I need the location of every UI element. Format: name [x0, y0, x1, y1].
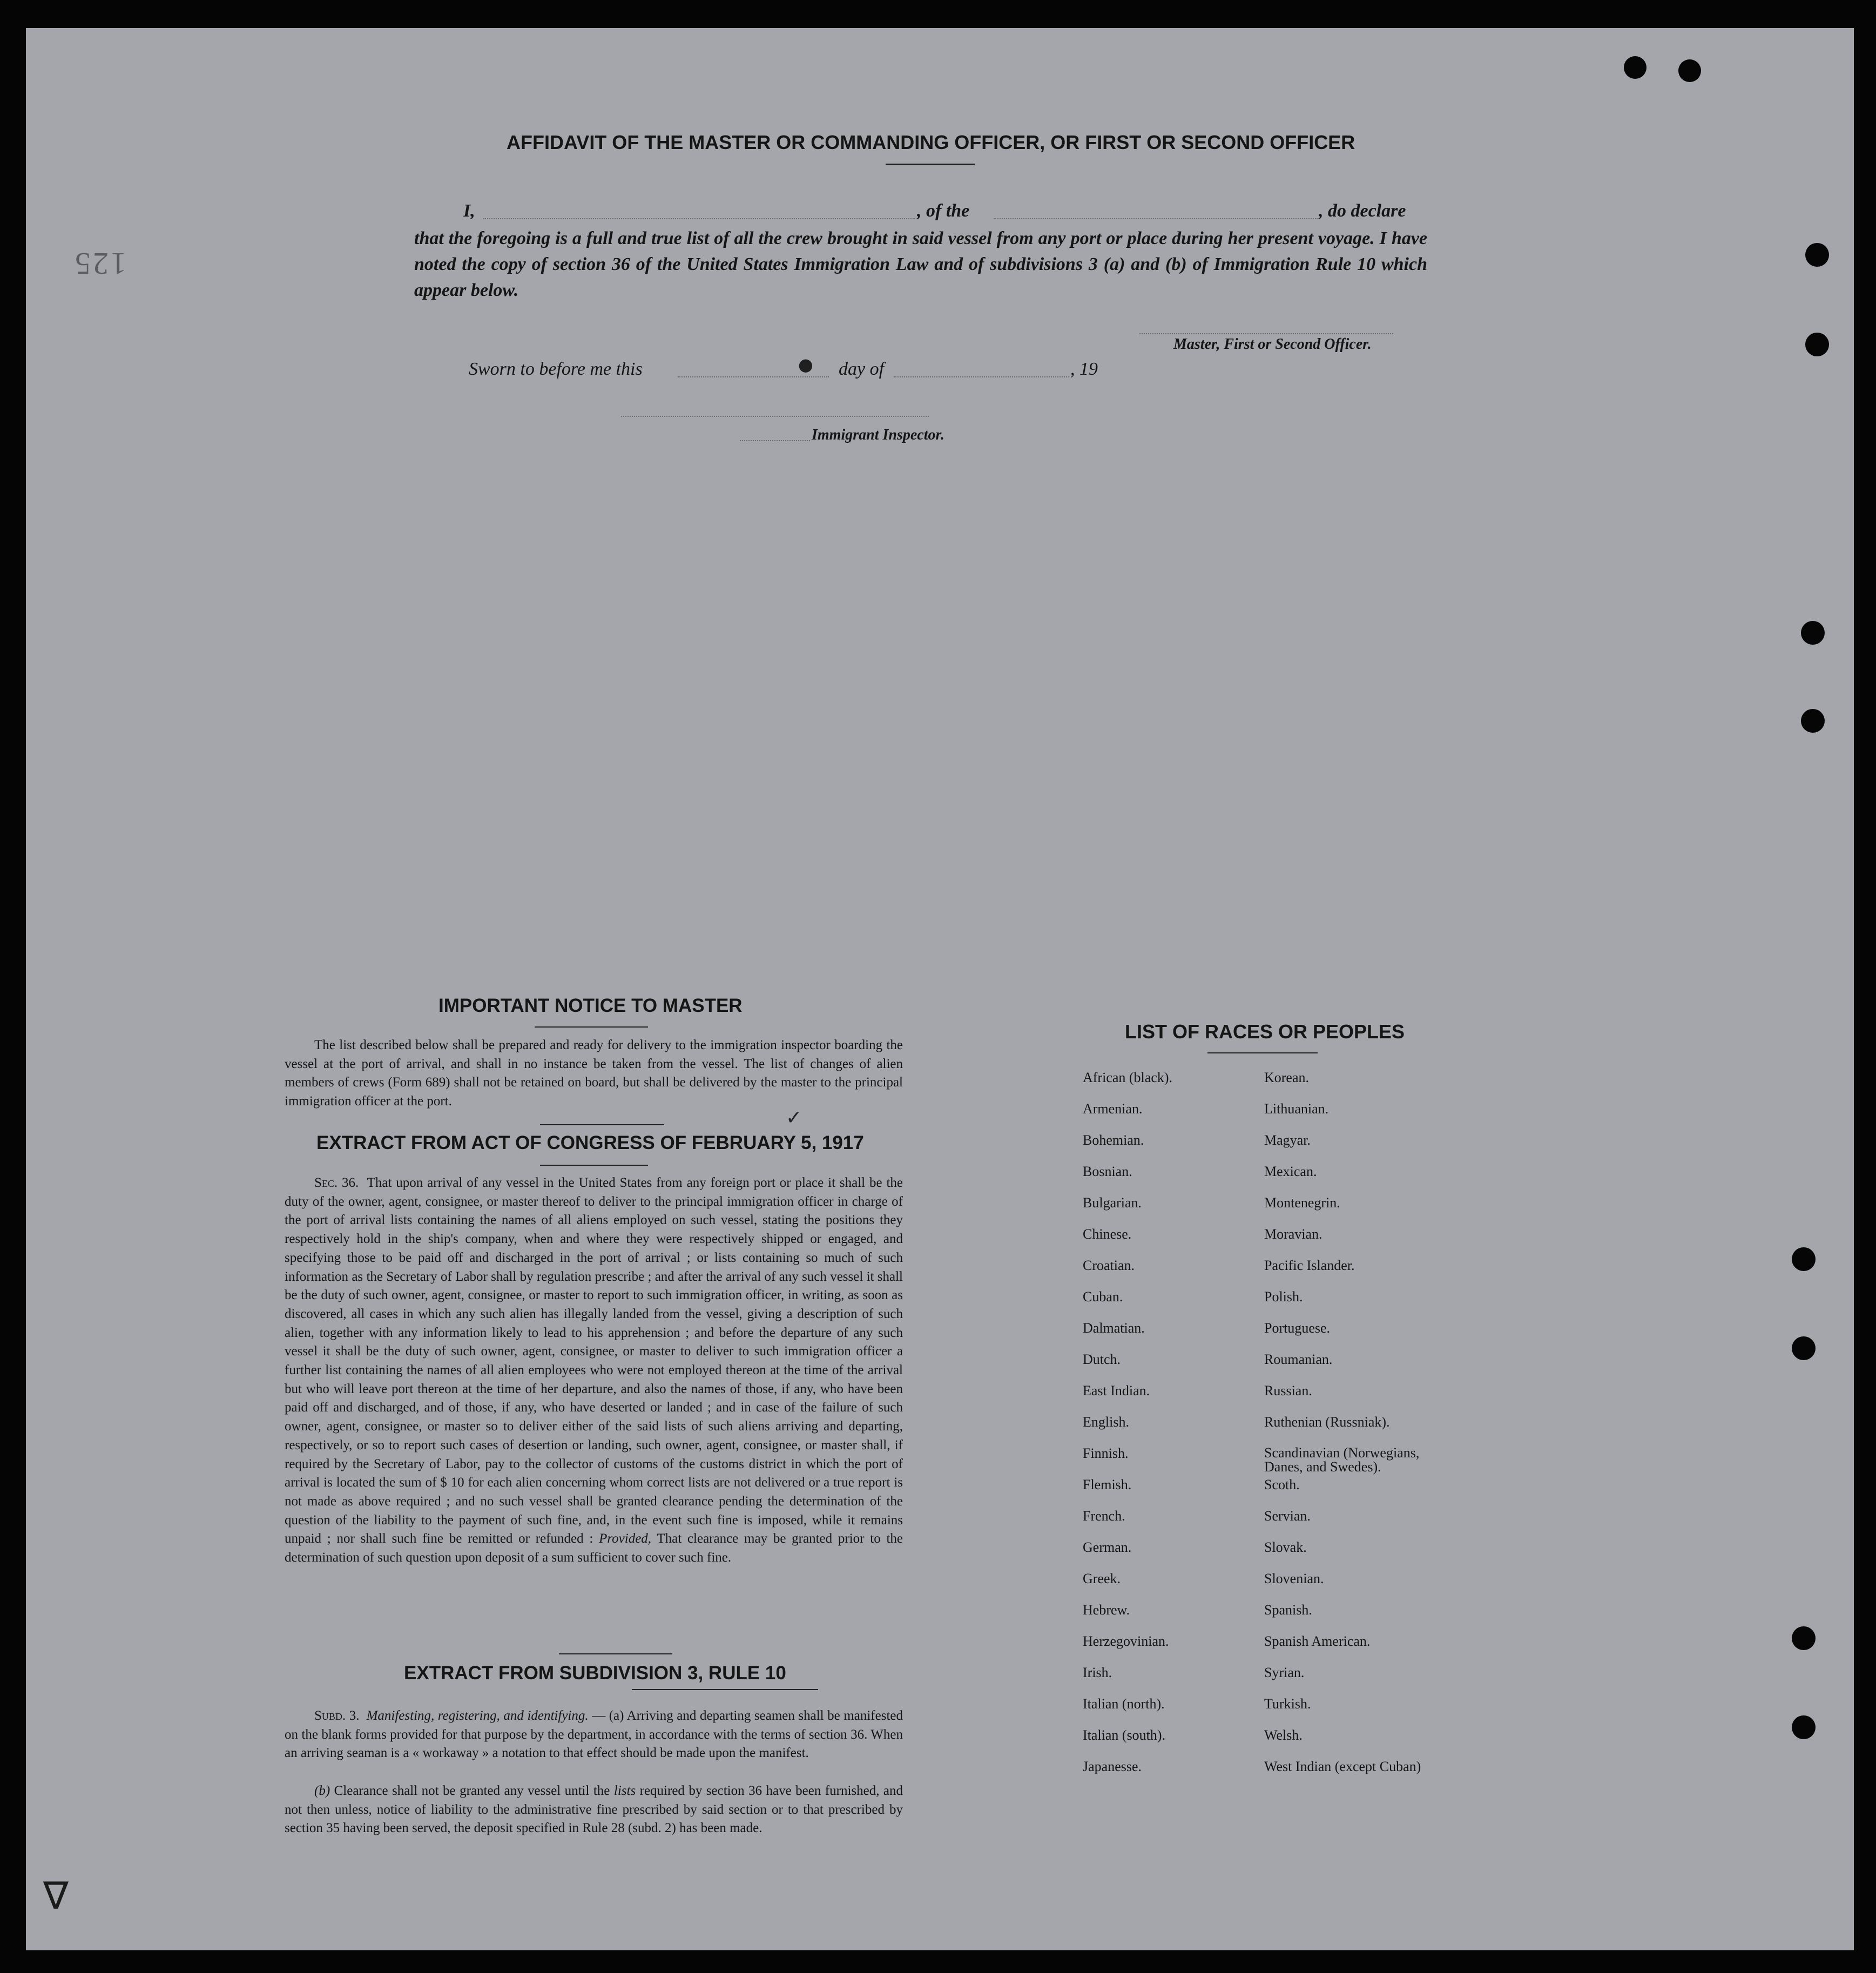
race-entry: Spanish American.	[1264, 1633, 1371, 1649]
races-list	[1083, 1070, 1472, 1790]
race-entry: Korean.	[1264, 1070, 1310, 1085]
race-entry: Italian (north).	[1083, 1696, 1165, 1712]
document-sheet	[26, 28, 1854, 1950]
section-text: That upon arrival of any vessel in the United States from any foreign port or place it shall be the duty of the owner, agent, consignee, or master thereof to deliver to the principal immigration officer in charge of the port of arrival lists containing the names of all aliens employed on such vessel, stating the positions they respectively hold in the ship's company, when and where they were respectively shipped or engaged, and specifying those to be paid off and discharged in the port of arrival ; or lists containing so much of such information as the Secretary of Labor shall by regulation prescribe ; and after the arrival of any such vessel it shall be the duty of such owner, agent, consignee, or master to report to such immigration officer, in writing, as soon as discovered, all cases in which any such alien has illegally landed from the vessel, giving a description of such alien, together with any information likely to lead to his apprehension ; and before the departure of any such vessel it shall be the duty of such owner, agent, consignee, or master to deliver to such immigration officer a further list containing the names of all alien employees who were not employed thereon at the time of the arrival but who will leave port thereon at the time of her departure, and also the names of those, if any, who have been paid off and discharged, and of those, if any, who have deserted or landed ; and in case of the failure of such owner, agent, consignee, or master so to deliver either of the said lists of such aliens arriving and departing, respectively, or so to report such cases of desertion or landing, such owner, agent, consignee, or master shall, if required by the Secretary of Labor, pay to the collector of customs of the customs district in which the port of arrival is located the sum of $ 10 for each alien concerning whom correct lists are not delivered or a true report is not made as above required ; and no such vessel shall be granted clearance pending the determination of the question of the liability to the payment of such fine, and, in the event such fine is imposed, while it remains unpaid ; nor shall such fine be remitted or refunded :	[285, 1175, 903, 1546]
race-entry: Magyar.	[1264, 1132, 1311, 1148]
race-entry: French.	[1083, 1508, 1125, 1524]
notice-separator	[540, 1124, 664, 1125]
race-entry: Bohemian.	[1083, 1132, 1144, 1148]
punch-hole	[1792, 1336, 1816, 1360]
title-underline	[886, 164, 975, 165]
race-entry: Syrian.	[1264, 1665, 1305, 1680]
race-entry: Scandinavian (Norwegians, Danes, and Swedes).	[1264, 1445, 1420, 1475]
race-row	[1083, 1258, 1472, 1289]
race-entry: Turkish.	[1264, 1696, 1311, 1712]
race-entry: Spanish.	[1264, 1602, 1312, 1618]
vessel-label: , of the	[917, 201, 970, 221]
race-row	[1083, 1289, 1472, 1321]
punch-hole	[1792, 1626, 1816, 1650]
race-entry: Slovenian.	[1264, 1571, 1324, 1586]
race-entry: Finnish.	[1083, 1445, 1129, 1461]
race-row	[1083, 1540, 1472, 1571]
race-entry: Chinese.	[1083, 1226, 1132, 1242]
check-mark: ✓	[786, 1107, 802, 1129]
race-row	[1083, 1728, 1472, 1759]
race-row	[1083, 1697, 1472, 1728]
race-row	[1083, 1415, 1472, 1446]
punch-hole	[1792, 1715, 1816, 1739]
race-entry: Croatian.	[1083, 1258, 1135, 1273]
inspector-signature-line[interactable]	[621, 416, 929, 417]
declare-label: , do declare	[1319, 201, 1406, 221]
punch-hole	[1792, 1247, 1816, 1271]
race-row	[1083, 1321, 1472, 1352]
master-signature-label: Master, First or Second Officer.	[1173, 336, 1372, 353]
notice-body: The list described below shall be prepared and ready for delivery to the immigration inspector boarding the vessel at the port of arrival, and shall in no instance be taken from the vessel. The list of changes of alien members of crews (Form 689) shall not be retained on board, but shall be delivered by the master to the principal immigration officer at the port.	[285, 1038, 903, 1109]
notice-title: IMPORTANT NOTICE TO MASTER	[438, 995, 743, 1016]
race-entry: Pacific Islander.	[1264, 1258, 1355, 1273]
race-entry: Dutch.	[1083, 1352, 1121, 1367]
section-text-end: That clearance may be granted prior to the determination of such question upon deposit of a sum sufficient to cover such fine.	[285, 1531, 903, 1565]
subd-a-text: — (a) Arriving and departing seamen shall be manifested on the blank forms provided for that purpose by the department, in accordance with the terms of section 36. When an arriving seaman is a « workaway » a notation to that effect should be made upon the manifest.	[285, 1708, 903, 1760]
race-row	[1083, 1164, 1472, 1195]
race-row	[1083, 1102, 1472, 1133]
race-entry: Montenegrin.	[1264, 1195, 1340, 1211]
race-row	[1083, 1195, 1472, 1227]
inspector-signature-label: Immigrant Inspector.	[812, 427, 944, 443]
race-entry: Lithuanian.	[1264, 1101, 1329, 1117]
races-title-rule	[1207, 1052, 1318, 1053]
act-extract-title: EXTRACT FROM ACT OF CONGRESS OF FEBRUARY 5, 1917	[316, 1132, 864, 1153]
race-entry: Flemish.	[1083, 1477, 1132, 1492]
race-entry: East Indian.	[1083, 1383, 1150, 1398]
vessel-name-field[interactable]	[994, 218, 1318, 219]
subd-heading: Manifesting, registering, and identifying.	[366, 1708, 589, 1723]
race-entry: Hebrew.	[1083, 1602, 1130, 1618]
race-row	[1083, 1665, 1472, 1697]
race-entry: Bulgarian.	[1083, 1195, 1142, 1211]
declarant-prefix: I,	[463, 201, 475, 221]
race-entry: Italian (south).	[1083, 1727, 1166, 1743]
punch-hole	[1805, 333, 1829, 356]
notice-title-rule	[535, 1026, 648, 1028]
race-row	[1083, 1383, 1472, 1415]
rule-title-rule	[632, 1689, 818, 1690]
provided-word: Provided,	[599, 1531, 652, 1546]
race-entry: African (black).	[1083, 1070, 1173, 1085]
act-separator	[559, 1653, 672, 1654]
subd-b-text-2: required by section 36 have been furnished, and not then unless, notice of liability to the administrative fine prescribed by said section or to that prescribed by section 35 having been served, the deposit specified in Rule 28 (subd. 2) has been made.	[285, 1783, 903, 1835]
race-entry: Bosnian.	[1083, 1164, 1132, 1179]
race-entry: Irish.	[1083, 1665, 1112, 1680]
race-row	[1083, 1603, 1472, 1634]
declarant-name-field[interactable]	[483, 218, 915, 219]
subd-b-text-1: Clearance shall not be granted any vessel until the	[334, 1783, 610, 1798]
race-entry: Moravian.	[1264, 1226, 1322, 1242]
punch-hole	[1624, 56, 1646, 79]
master-signature-line[interactable]	[1139, 333, 1393, 334]
rule-extract-title: EXTRACT FROM SUBDIVISION 3, RULE 10	[404, 1663, 786, 1684]
race-row	[1083, 1133, 1472, 1164]
punch-hole	[1678, 59, 1701, 82]
race-entry: Mexican.	[1264, 1164, 1317, 1179]
punch-hole	[1801, 621, 1825, 645]
race-entry: Greek.	[1083, 1571, 1121, 1586]
section-label: Sec. 36.	[314, 1175, 359, 1190]
race-entry: Roumanian.	[1264, 1352, 1333, 1367]
race-entry: Russian.	[1264, 1383, 1312, 1398]
subd-label: Subd. 3.	[314, 1708, 360, 1723]
race-entry: German.	[1083, 1539, 1132, 1555]
race-row	[1083, 1759, 1472, 1790]
sworn-label: Sworn to before me this	[469, 359, 643, 379]
race-entry: Welsh.	[1264, 1727, 1303, 1743]
affidavit-title: AFFIDAVIT OF THE MASTER OR COMMANDING OFFICER, OR FIRST OR SECOND OFFICER	[507, 131, 1355, 153]
lists-word: lists	[613, 1783, 636, 1798]
race-row	[1083, 1634, 1472, 1665]
race-entry: Portuguese.	[1264, 1320, 1331, 1336]
race-row	[1083, 1477, 1472, 1509]
race-entry: Japanesse.	[1083, 1759, 1142, 1774]
day-of-label: day of	[839, 359, 885, 379]
act-title-rule	[540, 1165, 648, 1166]
races-title: LIST OF RACES OR PEOPLES	[1125, 1021, 1405, 1043]
ink-mark: ●	[798, 354, 813, 375]
act-section-36	[285, 1174, 903, 1567]
race-row	[1083, 1227, 1472, 1258]
corner-tick-mark: ∇	[43, 1874, 69, 1918]
race-entry: Slovak.	[1264, 1539, 1307, 1555]
subd-b-label: (b)	[314, 1783, 330, 1798]
race-row	[1083, 1446, 1472, 1477]
race-entry: West Indian (except Cuban)	[1264, 1759, 1421, 1774]
race-entry: Cuban.	[1083, 1289, 1123, 1305]
sworn-month-field[interactable]	[894, 376, 1069, 377]
race-entry: Herzegovinian.	[1083, 1633, 1169, 1649]
race-entry: Servian.	[1264, 1508, 1311, 1524]
subdivision-3-a	[285, 1707, 903, 1763]
race-entry: English.	[1083, 1414, 1129, 1430]
race-entry: Dalmatian.	[1083, 1320, 1145, 1336]
race-entry: Armenian.	[1083, 1101, 1143, 1117]
race-row	[1083, 1352, 1472, 1383]
affidavit-body: that the foregoing is a full and true list of all the crew brought in said vessel from any port or place during her present voyage. I have noted the copy of section 36 of the United States Immigration Law and of subdivisions 3 (a) and (b) of Immigration Rule 10 which appear below.	[414, 228, 1427, 300]
race-entry: Polish.	[1264, 1289, 1303, 1305]
punch-hole	[1805, 243, 1829, 267]
punch-hole	[1801, 709, 1825, 733]
race-entry: Ruthenian (Russniak).	[1264, 1414, 1390, 1430]
subdivision-3-b	[285, 1782, 903, 1838]
race-row	[1083, 1509, 1472, 1540]
year-label: , 19	[1070, 359, 1098, 379]
page-number: 125	[73, 246, 126, 281]
sworn-day-field[interactable]	[678, 376, 829, 377]
inspector-signature-line[interactable]	[740, 440, 810, 441]
race-entry: Scoth.	[1264, 1477, 1300, 1492]
race-row	[1083, 1070, 1472, 1102]
race-row	[1083, 1571, 1472, 1603]
